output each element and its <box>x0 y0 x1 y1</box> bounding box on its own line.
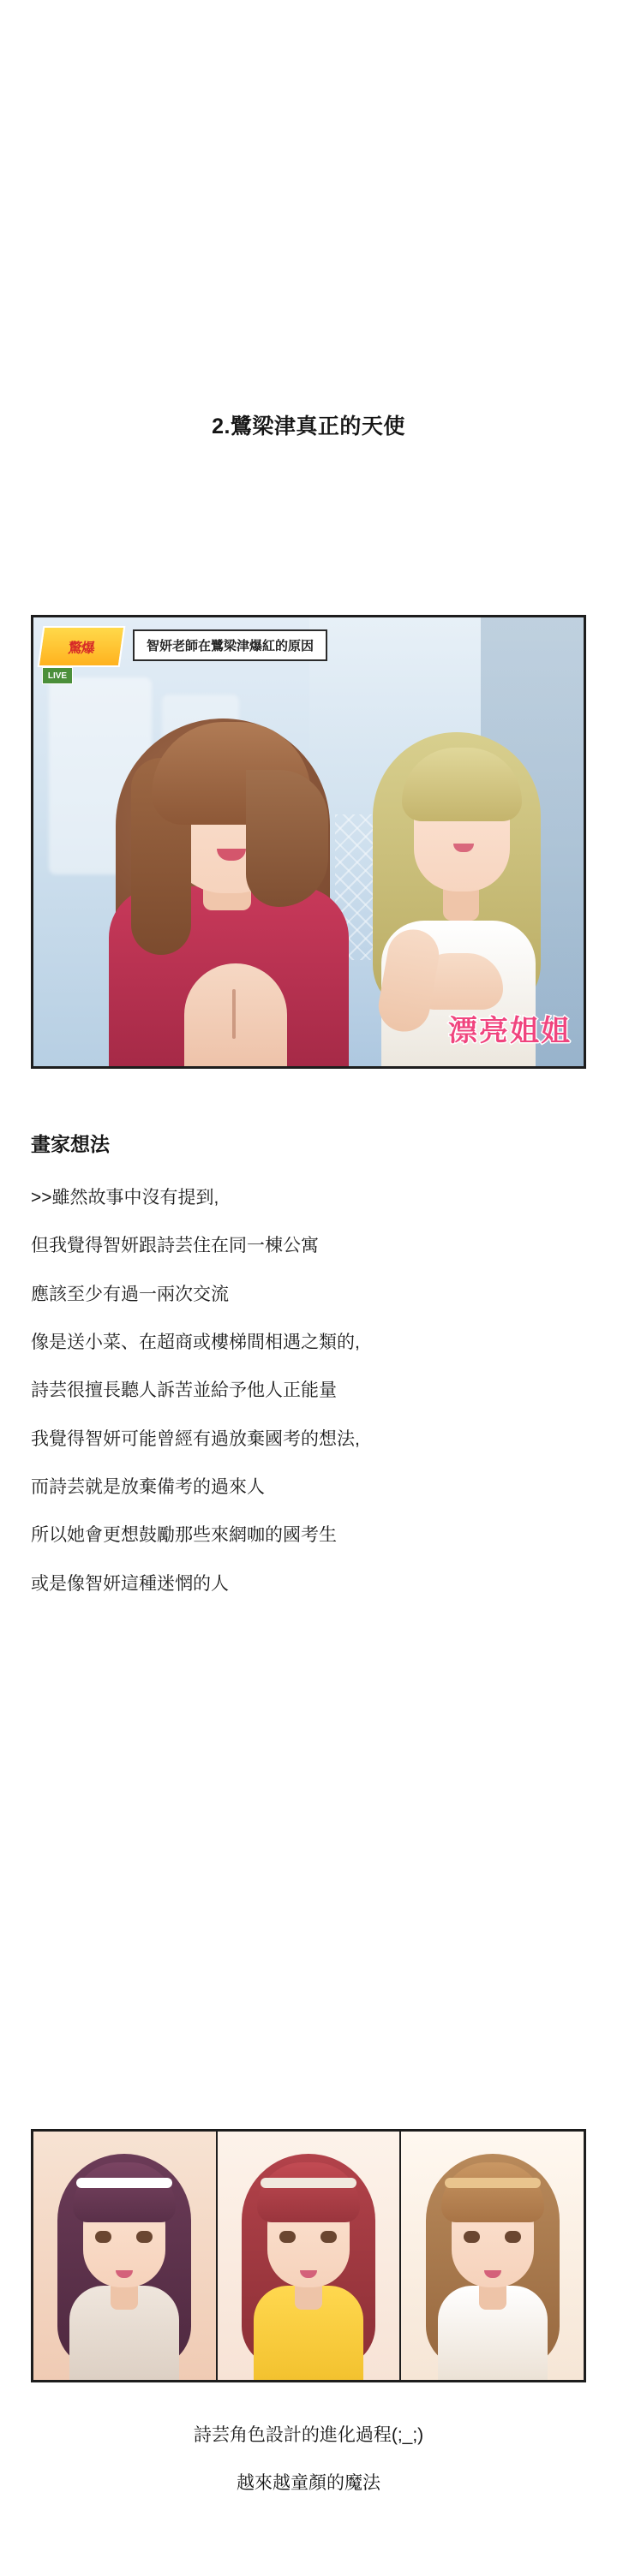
character-design-early <box>33 2132 216 2380</box>
author-note-line: 所以她會更想鼓勵那些來網咖的國考生 <box>31 1525 337 1546</box>
bottom-caption-line: 越來越童顏的魔法 <box>237 2472 380 2493</box>
character-eye-right <box>136 2231 153 2243</box>
character-eye-right <box>320 2231 337 2243</box>
character-figure <box>47 2140 201 2380</box>
bottom-caption-block <box>0 2422 617 2517</box>
character-figure <box>416 2140 570 2380</box>
author-note-line: 但我覺得智妍跟詩芸住在同一棟公寓 <box>31 1236 319 1256</box>
tv-live-badge: LIVE <box>42 667 73 684</box>
author-note-line: 應該至少有過一兩次交流 <box>31 1284 229 1304</box>
author-note-line: 像是送小菜、在超商或樓梯間相遇之類的, <box>31 1333 360 1353</box>
tv-headline-caption: 智妍老師在鷺梁津爆紅的原因 <box>133 629 327 661</box>
tv-overlay-text: 漂亮姐姐 <box>448 1015 572 1047</box>
character-headband <box>76 2178 172 2188</box>
page-title: 2.鷺梁津真正的天使 <box>212 414 405 438</box>
character-design-middle <box>216 2132 400 2380</box>
author-note-line: 我覺得智妍可能曾經有過放棄國考的想法, <box>31 1428 360 1449</box>
character-jiyeon <box>100 698 357 1066</box>
character-headband <box>445 2178 541 2188</box>
character-eye-left <box>279 2231 296 2243</box>
character-eye-right <box>505 2231 521 2243</box>
author-note-line: 詩芸很擅長聽人訴苦並給予他人正能量 <box>31 1380 337 1401</box>
author-note-block <box>31 1129 586 1620</box>
author-note-line: 而詩芸就是放棄備考的過來人 <box>31 1477 265 1498</box>
author-note-heading: 畫家想法 <box>31 1133 110 1155</box>
bottom-caption-line: 詩芸角色設計的進化過程(;_;) <box>193 2425 424 2445</box>
character-headband <box>261 2178 356 2188</box>
character-chest <box>184 963 287 1066</box>
comic-panel-tv-interview <box>31 615 586 1069</box>
character-figure <box>231 2140 386 2380</box>
character-eye-left <box>95 2231 111 2243</box>
character-design-final <box>399 2132 584 2380</box>
comic-panel-character-designs <box>31 2129 586 2382</box>
tv-station-logo: 驚爆 <box>38 626 126 667</box>
character-eye-left <box>464 2231 480 2243</box>
author-note-line: >>雖然故事中沒有提到, <box>31 1188 219 1208</box>
author-note-line: 或是像智妍這種迷惘的人 <box>31 1573 229 1594</box>
